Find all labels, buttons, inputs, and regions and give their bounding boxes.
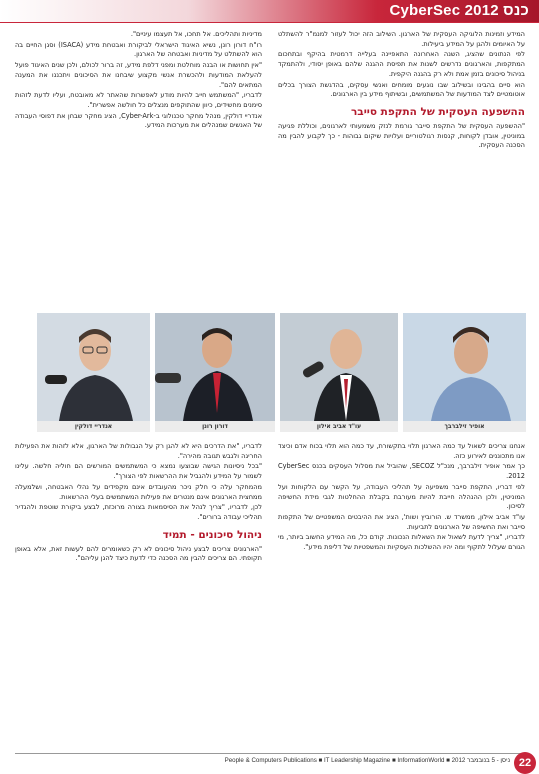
paragraph: "אין תחושות או הבנה מוחלטת ומפני דלפת מידע, זה ברור לכולם, ולכן שנים האיגוד פועל להעלאת המודעות ולהכשרת אנשי מקצוע שיבחנו את הסיכונים ויתכננו את המענה המתאים להם".	[15, 61, 262, 89]
article-column-right-top	[278, 30, 525, 301]
paragraph: לדבריו, "צריך לדעת לשאול את השאלות הנכונות. קודם כל, מה המידע החשוב ביותר, מי הגורם שעלול לתקוף ומה יהיו ההשלכות העסקיות והמשפטיות של דליפת מידע".	[278, 533, 525, 552]
photo-caption: עו"ד אביב אילון	[280, 421, 398, 432]
paragraph: אנחנו צריכים לשאול עד כמה הארגון תלוי בתקשורת, עד כמה הוא תלוי בכוח אדם וכיצד אנו מתכוננים לאירוע כזה.	[278, 442, 525, 460]
paragraph: לפי דבריו, התקפת סייבר משפיעה על תהליכי העבודה, על הקשר עם הלקוחות ועל המוניטין, ולכן ההנהלה חייבת להיות מעורבת בקבלת ההחלטות לגבי מידת החשיפה לסיכון.	[278, 482, 525, 511]
photo-caption: דורון רונן	[155, 421, 275, 432]
paragraph: "הארגונים צריכים לבצע ניהול סיכונים לא רק כשאומרים להם לעשות זאת, אלא באופן תקופתי. הם צריכים להבין מה הסכנה כדי לדעת כיצד להגן עליהם".	[15, 544, 262, 563]
paragraph: מהמחקר עלה כי חלק ניכר מהעובדים אינם מקפידים על נהלי האבטחה, ושלמעלה ממחצית הארגונים אינם מנטרים את פעילות המשתמשים בעלי ההרשאות.	[15, 482, 262, 501]
paragraph: לפי הנתונים שהציג, השנה האחרונה התאפיינה בעלייה דרמטית בהיקף ובתחכום המתקפות, והארגונים נדרשים לשנות את תפיסת ההגנה שלהם באופן יסודי, ולהתמקד בניהול סיכונים בזמן אמת ולא רק בהגנה היקפית.	[278, 50, 525, 78]
section-heading: ההשפעה העסקית של התקפת סייבר	[350, 105, 525, 118]
paragraph: לכן, לדבריו, "צריך לנהל את הסיסמאות בצורה מרוכזת, לבצע ביקורת שוטפת ולהגדיר תהליכי עבודה ברורים".	[15, 503, 262, 521]
speaker-photo	[37, 313, 150, 421]
paragraph: "בכל ניסיונות הגישה שבוצעו נמצא כי המשתמשים המורשים הם חוליה חלשה. עלינו לשמור על המידע ולהגביל את ההרשאות לפי הצורך".	[15, 462, 262, 481]
header-banner	[0, 0, 539, 22]
paragraph: אנדריי דולקין, מנהל מחקר טכנולוגי ב-Cyber-Ark, הציג מחקר שבחן את דפוסי העבודה של האנשים שמנהלים את מערכות המידע.	[15, 111, 262, 130]
speaker-photo	[155, 313, 275, 421]
section-heading: ניהול סיכונים - תמיד	[162, 528, 262, 541]
paragraph: הוא סיים בהבינו ובשילוב שבו נוגעים מומחים ואנשי עסקים, בהדגשת הצורך בכלים אוטומטיים לצד המודעות של המשתמשים, ובשיתוף מידע בין הארגונים.	[278, 80, 525, 99]
page-number: 22	[514, 752, 536, 774]
footer-divider	[15, 753, 526, 754]
photo-caption: אופיר זילברבך	[403, 421, 526, 432]
speaker-photo	[280, 313, 398, 421]
paragraph: רו"ח דורון רונן, נשיא האיגוד הישראלי לביקורת ואבטחת מידע (ISACA) וסגן החיים בה הוא להשתלט על מדיניות ואבטחה של הארגון.	[15, 40, 262, 59]
paragraph: לדבריו, "המשתמש חייב להיות מודע לאפשרות שהאתר לא מאובטח, ועליו לדעת לזהות סימנים מחשידים, כיוון שהתוקפים מנצלים כל חולשה אפשרית".	[15, 91, 262, 109]
paragraph: מדיניות ותהליכים. אל תחכו, אל תעצמו עיניים".	[130, 30, 262, 38]
article-column-left-top	[15, 30, 262, 324]
paragraph: "ההשפעה העסקית של התקפת סייבר גורמת לנזק משמעותי לארגונים, וכוללת פגיעה במוניטין, אובדן לקוחות, קנסות רגולטוריים ועלויות שיקום גבוהות - כך לקבוע להבין מה הסכנה העסקית.	[278, 121, 525, 150]
paragraph: כך אמר אופיר זילברבך, מנכ"ל SECOZ, שהוביל את מסלול העסקים בכנס CyberSec 2012.	[278, 462, 525, 481]
paragraph: עו"ד אביב אילון, ממשרד ש. הורוביץ ושות', הציג את ההיבטים המשפטיים של התקפות סייבר ואת החשיפה של הארגונים לתביעות.	[278, 512, 525, 531]
article-column-right-bottom	[278, 442, 525, 748]
photo-caption: אנדריי דולקין	[37, 421, 150, 432]
article-column-left-bottom	[15, 442, 262, 748]
footer-publication-line: People & Computers Publications ■ IT Leadership Magazine ■ InformationWorld ■ 2012 ניסן - 5 בנובמבר	[224, 757, 510, 764]
header-divider	[0, 22, 539, 23]
speaker-photo	[403, 313, 526, 421]
paragraph: המידע וזמינות הלוגיקה העסקית של הארגון. השילוב הזה יכול לעזור למנמ"ר להשתלט על האיומים ולהגן על המידע ביעילות.	[278, 30, 525, 48]
page-title: CyberSec 2012 כנס	[389, 2, 529, 19]
paragraph: לדבריו, "את הדרכים היא לא להגן רק על הגבולות של הארגון, אלא לזהות את הפעילות החריגה ולגבש תגובה מהירה".	[15, 442, 262, 460]
